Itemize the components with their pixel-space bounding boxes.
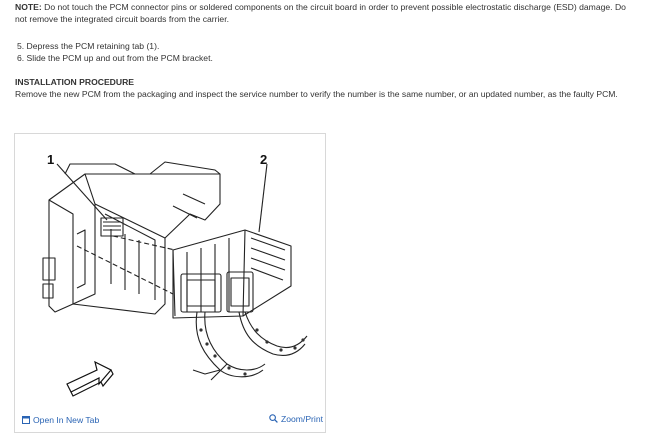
note-paragraph <box>15 1 635 25</box>
zoom-print-link[interactable] <box>269 414 323 424</box>
callout-1: 1 <box>47 152 55 167</box>
note-label: NOTE: <box>15 2 42 12</box>
note-text: Do not touch the PCM connector pins or soldered components on the circuit board in order to prevent possible electrostatic discharge (ESD) damage. Do not remove the integrated circuit boards from the carrier. <box>15 2 626 24</box>
step-6: 6. Slide the PCM up and out from the PCM bracket. <box>17 53 213 63</box>
step-5: 5. Depress the PCM retaining tab (1). <box>17 41 160 51</box>
pcm-illustration <box>14 133 326 433</box>
zoom-print-label: Zoom/Print <box>280 414 323 424</box>
installation-heading: INSTALLATION PROCEDURE <box>15 77 135 87</box>
magnifier-icon <box>269 414 278 423</box>
figure-link-bar <box>22 414 326 428</box>
installation-text: Remove the new PCM from the packaging and inspect the service number to verify the number is the same number, or an updated number, as the faulty PCM. <box>15 89 618 99</box>
open-new-tab-label: Open In New Tab <box>33 415 100 425</box>
open-new-tab-link[interactable] <box>22 415 99 425</box>
open-new-tab-icon <box>22 416 30 424</box>
callout-2: 2 <box>260 152 268 167</box>
procedure-steps <box>15 40 635 64</box>
pcm-diagram-drawing <box>15 134 325 424</box>
direction-arrow-icon <box>67 362 113 396</box>
